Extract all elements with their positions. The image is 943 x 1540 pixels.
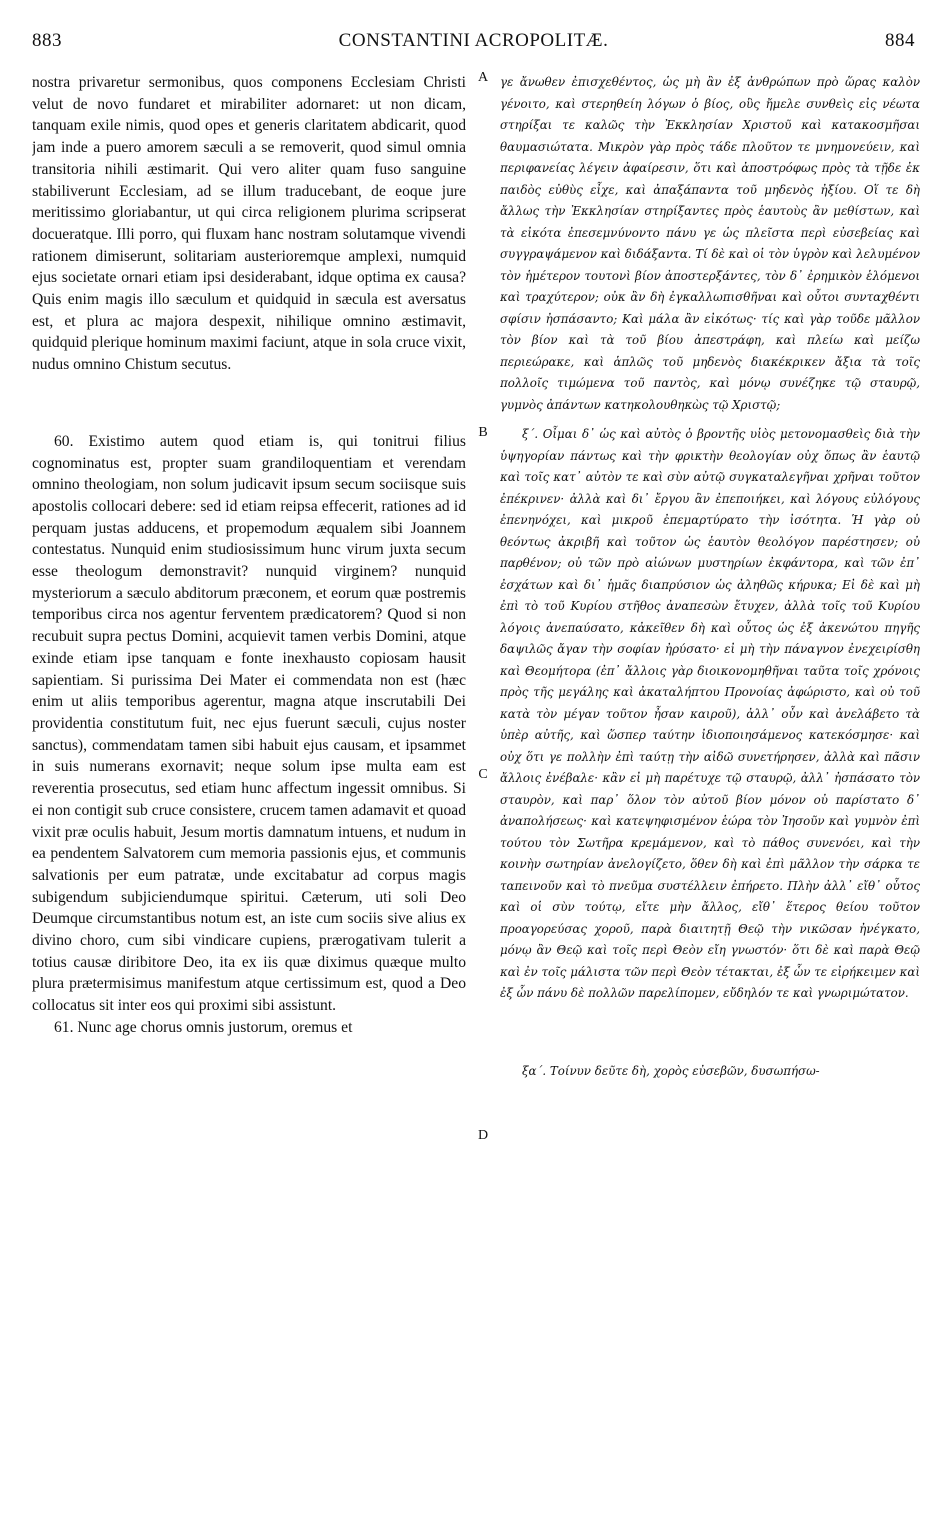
paragraph-spacer	[500, 416, 920, 424]
greek-paragraph-61: ξα´. Τοίνυν δεῦτε δὴ, χορὸς εὐσεβῶν, δυσωπήσω-	[522, 1063, 820, 1078]
margin-marker-b: B	[478, 425, 488, 440]
margin-marker-d: D	[477, 1128, 489, 1143]
greek-paragraph-1: γε ἄνωθεν ἐπισχεθέντος, ὡς μὴ ἂν ἐξ ἀνθρώπων πρὸ ὥρας καλὸν γένοιτο, καὶ στερηθείη λόγων ὁ βίος, οὓς ἤμελε συνθεὶς εἰς νέωτα στηρίξαι τε καλῶς τὴν Ἐκκλησίαν Χριστοῦ καὶ κατακοσμῆσαι θαυμασιώτατα. Μικρὸν γὰρ πρὸς τάδε πλοῦτον τε μνημονεύειν, καὶ περιφανείας λέγειν ἀφαίρεσιν, ὅτι καὶ ἀποστρόφως πρὸς τὰ τῇδε ἐκ παιδὸς εὐθὺς εἶχε, καὶ ἀπαξάπαντα τοῦ μηδενὸς ἠξίου. Οἵ τε δὴ ἄλλως τὴν Ἐκκλησίαν στηρίξαντες πρὸς ἑαυτοὺς ἂν μεθίστων, καὶ τὰ εἰκότα ἐπεσεμνύνοντο πάνυ γε ὡς πλεῖστα περὶ εὐσεβείας καὶ συγγραψάμενον καὶ διδάξαντα. Τί δὲ καὶ οἱ τὸν ὑγρὸν καὶ λελυμένον τὸν ἡμέτερον τουτονὶ βίον ἀποστερξάντες, τὸν δ᾽ ἐρημικὸν ἑλόμενοι καὶ τραχύτερον; οὐκ ἂν δὴ ἐγκαλλωπισθῆναι καὶ οὗτοι συνταχθέντι σφίσιν ἠσπάσαντο; Καὶ μάλα ἂν εἰκότως· τίς καὶ γὰρ τοῦδε μᾶλλον τὸν βίον καὶ τὰ τοῦ βίου ἀπεστράφη, καὶ πλείω καὶ μείζω περιεώρακε, καὶ ἁπλῶς τοῦ μηδενὸς διακέκρικεν ἄξια τὰ τοῖς πολλοῖς τιμώμενα τοῦ παντὸς, καὶ μόνῳ συνέζηκε τῷ σταυρῷ, γυμνὸς ἀπάντων κατηκολουθηκὼς τῷ Χριστῷ;	[500, 75, 920, 412]
paragraph-spacer	[500, 1005, 920, 1061]
paragraph-spacer	[32, 376, 466, 431]
latin-paragraph-60: 60. Existimo autem quod etiam is, qui tonitrui filius cognominatus est, propter suam grandiloquentiam et verendam omnino theologiam, non solum judicavit ipsum secum sociisque suis apostolis collocari debere: sed id etiam reipsa effecerit, rationes ad id perquam justas adducens, et propemodum æqualem sibi Joannem contestatus. Nunquid enim studiosissimum hunc virum juxta secum esse theologum demonstravit? nunquid virginem? nunquid mysteriorum a sæculo abditorum præconem, et eorum quæ postremis temporibus circa nos agentur ferventem prædicatorem? Quod si non recubuit supra pectus Domini, acquievit tamen verbis Domini, atque exinde etiam ipse tanquam e fonte inexhausto copiosam hausit sapientiam. Si purissima Dei Mater ei commendata non est (hæc enim ut aliis temporibus agerentur, magna atque inscrutabili Dei providentia constitutum fuit, nec ejus fuerunt sæculi, cujus noster sanctus), commendatam tamen sibi habuit ejus causam, et ipsammet in suis numerans exornavit; neque solum ipse multa eam est reverentia prosecutus, sed etiam hunc affectum ingessit omnibus. Si ei non contigit sub cruce consistere, crucem tamen adamavit et quoad vixit præ oculis habuit, Jesum mortis damnatum intuens, et nudum in ea pendentem Salvatorem cum memoria passionis ejus, et communis salvationis per eum patratæ, unde excitabatur ad corpus magis subigendum subjiciendumque spiritui. Cæterum, uti soli Deo Deumque circumstantibus notum est, an iste cum sociis sive alius ex divino choro, cum sibi vindicare cupiens, prærogativam tulerit a totius causæ diribitore Deo, ita ex iis quæ diximus quæque multo plura prætermisimus manifestum atque certissimum est, quod a Deo collocatus sit inter eos qui proximi sibi assistunt.	[32, 432, 466, 1015]
greek-column	[500, 72, 920, 1522]
page-header	[32, 30, 915, 62]
page-number-left: 883	[32, 30, 62, 51]
latin-column	[32, 72, 466, 1522]
latin-paragraph-61: 61. Nunc age chorus omnis justorum, oremus et	[54, 1018, 353, 1036]
margin-marker-a: A	[477, 70, 489, 85]
margin-marker-c: C	[478, 767, 488, 782]
page-number-right: 884	[885, 30, 915, 51]
greek-paragraph-60: ξ´. Οἶμαι δ᾽ ὡς καὶ αὐτὸς ὁ βροντῆς υἱὸς μετονομασθεὶς διὰ τὴν ὑψηγορίαν πάντως καὶ τὴν φρικτὴν θεολογίαν οὐχ ὅπως ἂν ἑαυτῷ καὶ τοῖς κατ᾽ αὐτὸν τε καὶ σὺν αὐτῷ συγκαταλεγῆναι χρῆναι τοῦτον ἐπέκρινεν· ἀλλὰ καὶ δι᾽ ἔργου ἂν ἐπεποιήκει, καὶ λόγους εὐλόγους ἐπενηνόχει, καὶ μικροῦ ἐπεμαρτύρατο τὴν ἰσότητα. Ἡ γὰρ οὐ θεόντως ἀκριβῆ καὶ τοῦτον ὡς ἑαυτὸν θεολόγον παρέστησεν; οὐ παρθένον; οὐ τῶν πρὸ αἰώνων μυστηρίων ἐκφάντορα, καὶ τῶν ἐπ᾽ ἐσχάτων καὶ δι᾽ ἡμᾶς διαπρύσιον ὡς ἀληθῶς κήρυκα; Εἰ δὲ καὶ μὴ ἐπὶ τὸ τοῦ Κυρίου στῆθος ἀναπεσὼν ἔτυχεν, ἀλλὰ τοῖς τοῦ Κυρίου λόγοις ἀνεπαύσατο, κἀκεῖθεν δὴ καὶ οὗτος ὡς ἐξ ἀκενώτου πηγῆς δαψιλῶς ἄγαν τὴν σοφίαν ἠρύσατο· εἰ μὴ τὴν πάναγνον ἐνεχειρίσθη καὶ Θεομήτορα (ἐπ᾽ ἄλλοις γὰρ διοικονομηθῆναι ταῦτα τοῖς χρόνοις πρὸς τῆς μεγάλης καὶ ἀκαταλήπτου Προνοίας ἀφώριστο, καὶ οὐ τοῦ κατὰ τὸν μέγαν τοῦτον ἦσαν καιροῦ), ἀλλ᾽ οὖν καὶ ἀνελάβετο τὰ ὑπὲρ αὐτῆς, καὶ ὥσπερ ταύτην ἰδιοποιησάμενος κατεκόσμησε· καὶ οὐχ ὅτι γε πολλὴν ἐπὶ ταύτῃ τὴν αἰδῶ συνετήρησεν, ἀλλὰ καὶ πᾶσιν ἄλλοις ἐνέβαλε· κἂν εἰ μὴ παρέτυχε τῷ σταυρῷ, ἀλλ᾽ ἠσπάσατο τὸν σταυρὸν, καὶ παρ᾽ ὅλον τὸν αὐτοῦ βίον μόνον οὐ παρίστατο δ᾽ ἀναπολήσεως· καὶ κατεψηφισμένον ἑώρα τὸν Ἰησοῦν καὶ γυμνὸν ἐπὶ τούτου τὸν Σωτῆρα κρεμάμενον, καὶ τὸ πάθος συνενόει, καὶ τὴν κοινὴν σωτηρίαν ἀνελογίζετο, ὅθεν δὴ καὶ ἐπὶ μᾶλλον τὴν σάρκα τε ταπεινοῦν καὶ τὸ πνεῦμα συστέλλειν ἐπήρετο. Πλὴν ἀλλ᾽ εἴθ᾽ οὗτος καὶ οἱ σὺν τούτῳ, εἴτε μὴν ἄλλος, εἴθ᾽ ἕτερος θείου τοῦτον προαγορεύσας χοροῦ, παρὰ διαιτητῇ Θεῷ τὴν νικῶσαν ἠνέγκατο, μόνῳ ἂν Θεῷ καὶ τοῖς περὶ Θεὸν εἴη γνωστόν· ὅτι δὲ καὶ παρὰ Θεῷ καὶ ἐν τοῖς μάλιστα τῶν περὶ Θεὸν τέτακται, ἐξ ὧν τε εἰρήκειμεν καὶ ἐξ ὧν πάνυ δὲ πολλῶν παρελίπομεν, εὔδηλόν τε καὶ γνωριμώτατον.	[500, 427, 920, 1000]
running-title: CONSTANTINI ACROPOLITÆ.	[338, 30, 609, 51]
latin-paragraph-1: nostra privaretur sermonibus, quos componens Ecclesiam Christi velut de novo fundaret et mirabiliter adornaret: ut non dicam, tanquam exile nimis, quod opes et generis claritatem abdicarit, quod jam inde a puero amorem sæculi a se removerit, quod simul omnia transitoria nihili æstimarit. Qui vero aliter quam fuso sanguine stabiliverunt Ecclesiam, ad se illum traducebant, de eoque jure meritissimo gloriabantur, ut qui circa religionem plurima scripserat docueratque. Illi porro, qui fluxam hanc nostram solutamque vivendi rationem dimiserunt, solitariam austerioremque amplexi, numquid ejus societate ornari etiam ipsi desiderabant, idque optima ex causa? Quis enim magis illo sæculum et quidquid in sæcula est aversatus est, et plura ac majora despexit, nihilique omnino æstimavit, quidquid plerique hominum maximi faciunt, atque in sola cruce vixit, nudus omnino Chistum secutus.	[32, 74, 466, 374]
